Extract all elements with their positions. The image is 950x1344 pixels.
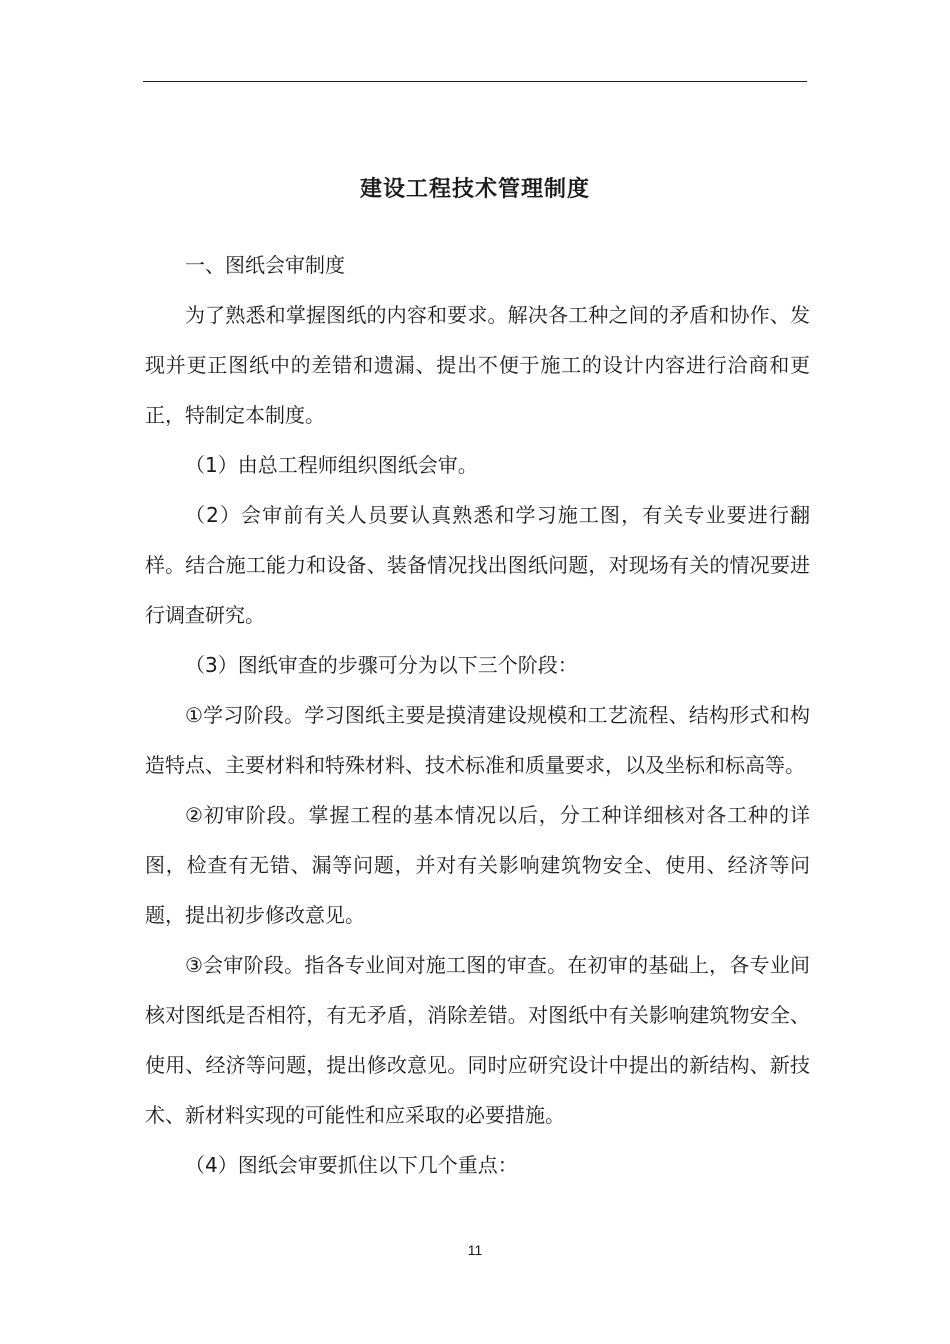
section-heading: 一、图纸会审制度 (185, 253, 345, 277)
paragraph-item-2: （2）会审前有关人员要认真熟悉和学习施工图，有关专业要进行翻样。结合施工能力和设备、装备情况找出图纸问题，对现场有关的情况要进行调查研究。 (145, 503, 810, 627)
paragraph-stage-joint-review: ③会审阶段。指各专业间对施工图的审查。在初审的基础上，各专业间核对图纸是否相符，有无矛盾，消除差错。对图纸中有关影响建筑物安全、使用、经济等问题，提出修改意见。同时应研究设计中提出的新结构、新技术、新材料实现的可能性和应采取的必要措施。 (145, 953, 810, 1127)
header-rule (143, 81, 807, 82)
paragraph-item-3: （3）图纸审查的步骤可分为以下三个阶段： (185, 653, 578, 677)
page-number: 11 (467, 1242, 483, 1258)
paragraph-item-4: （4）图纸会审要抓住以下几个重点： (185, 1153, 518, 1177)
paragraph-stage-study: ①学习阶段。学习图纸主要是摸清建设规模和工艺流程、结构形式和构造特点、主要材料和特殊材料、技术标准和质量要求，以及坐标和标高等。 (145, 703, 810, 777)
paragraph-purpose: 为了熟悉和掌握图纸的内容和要求。解决各工种之间的矛盾和协作、发现并更正图纸中的差错和遗漏、提出不便于施工的设计内容进行洽商和更正，特制定本制度。 (145, 303, 810, 427)
document-body (145, 240, 810, 1190)
paragraph-item-1: （1）由总工程师组织图纸会审。 (185, 453, 478, 477)
paragraph-stage-initial-review: ②初审阶段。掌握工程的基本情况以后，分工种详细核对各工种的详图，检查有无错、漏等问题，并对有关影响建筑物安全、使用、经济等问题，提出初步修改意见。 (145, 803, 810, 927)
document-title: 建设工程技术管理制度 (359, 177, 590, 202)
